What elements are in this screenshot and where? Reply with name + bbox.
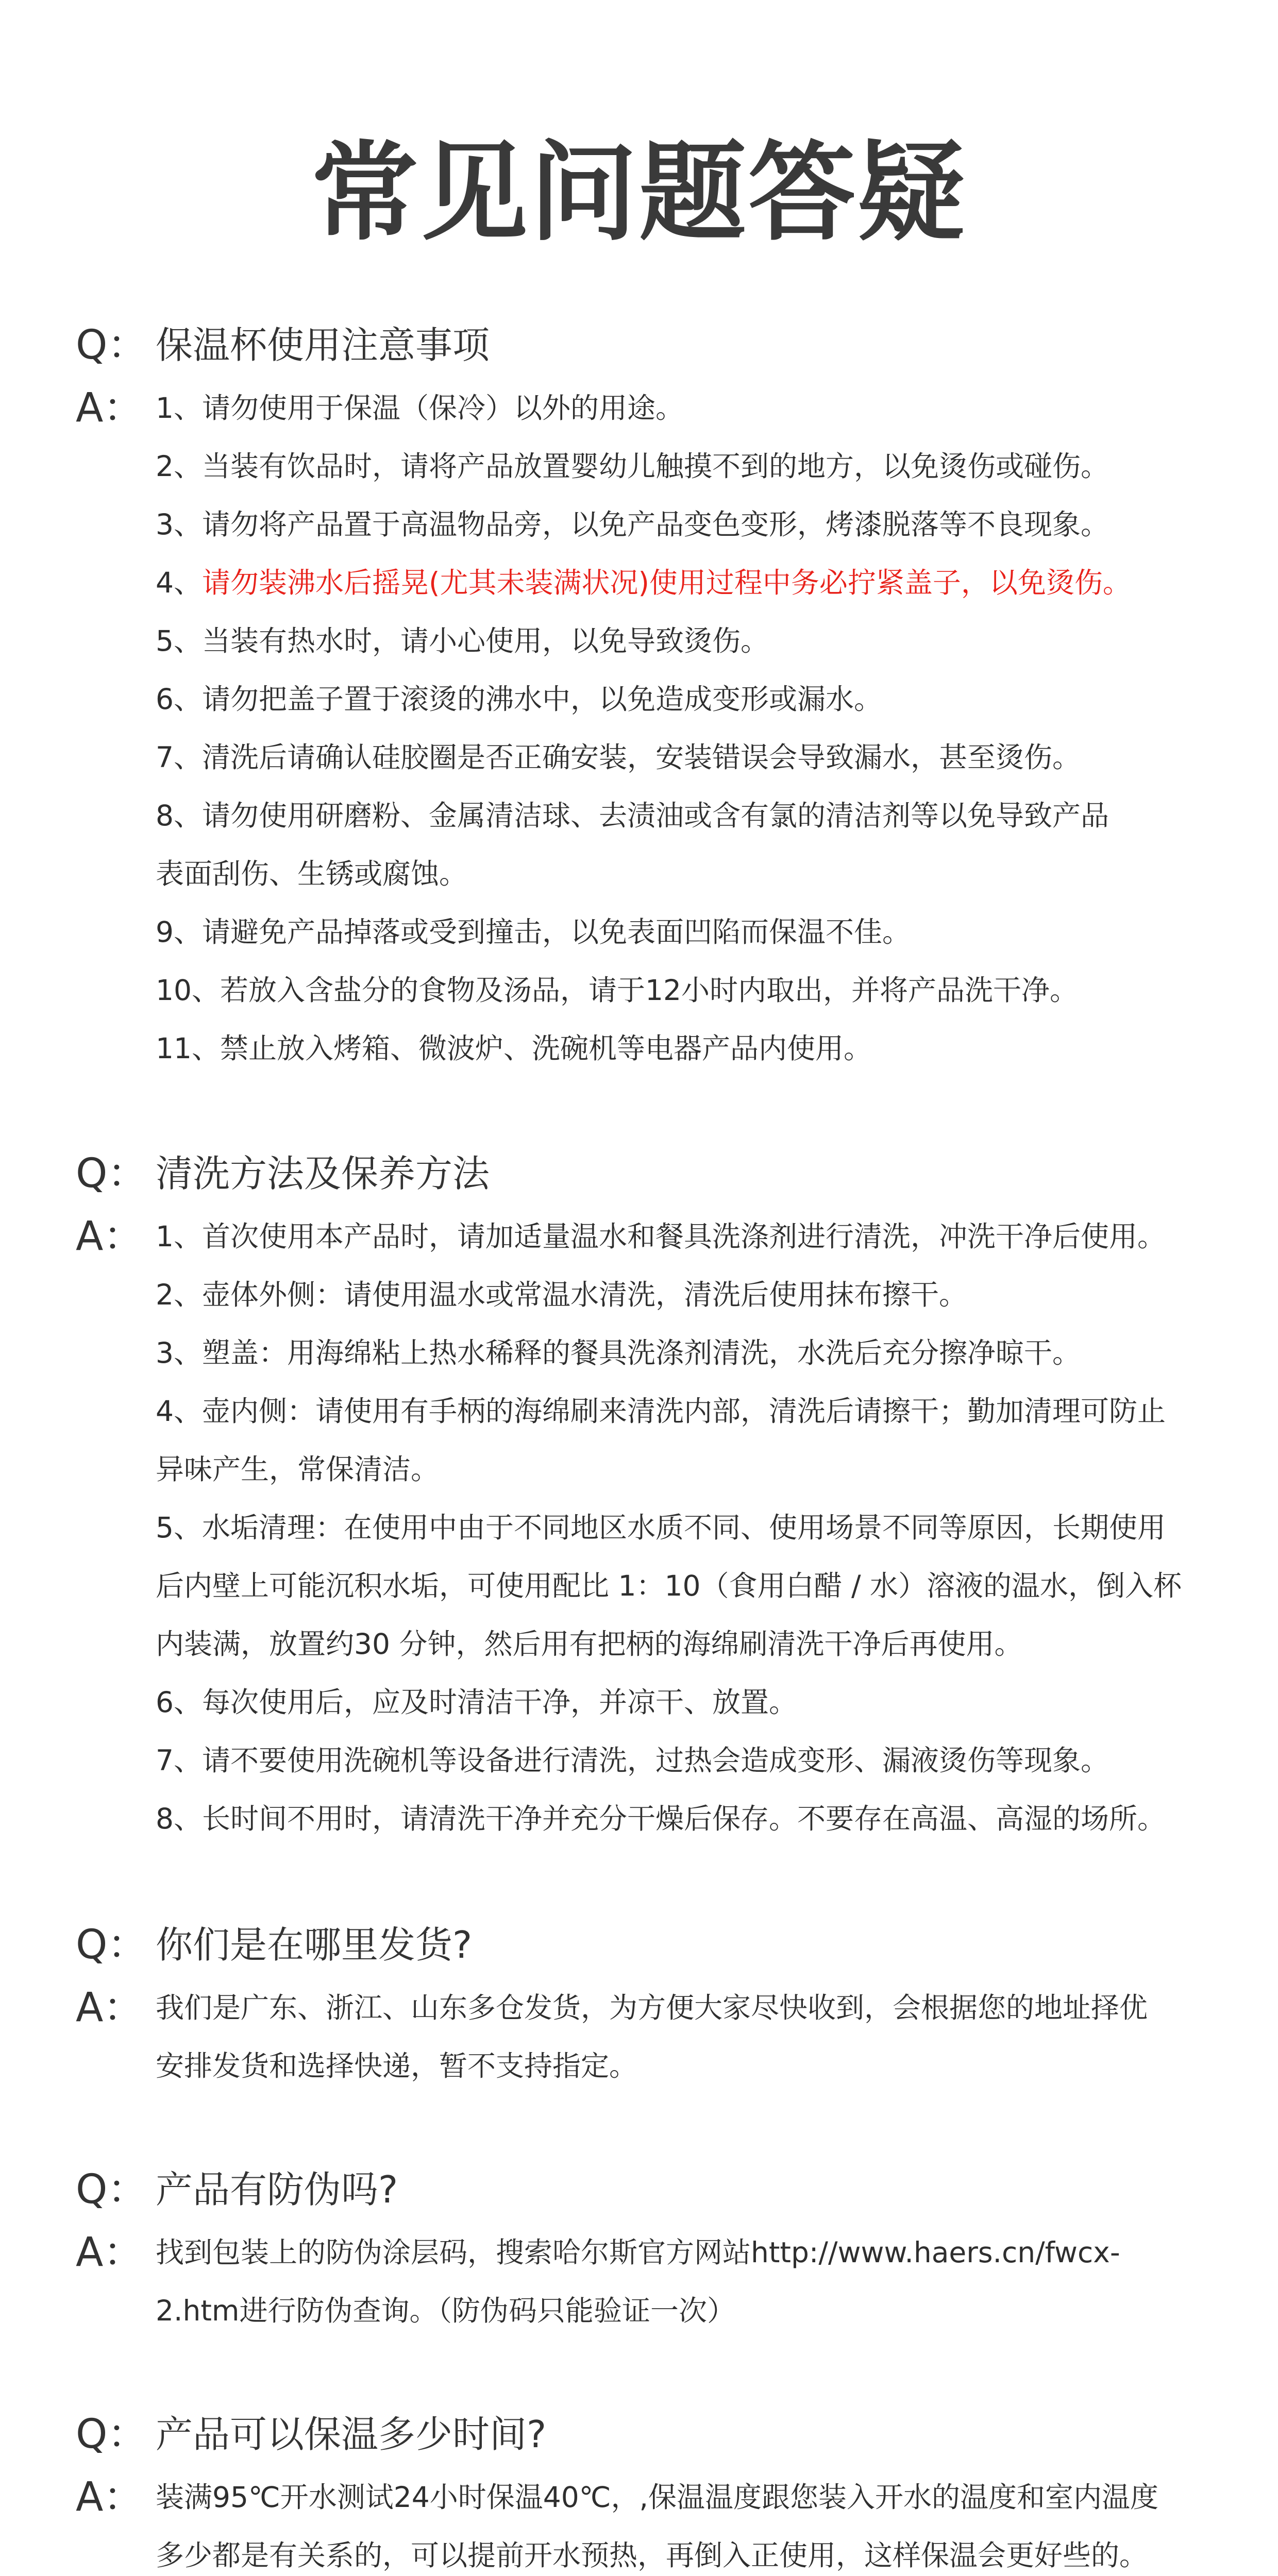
answer-lines: [156, 1208, 1278, 1848]
answer-line: 安排发货和选择快递，暂不支持指定。: [156, 2049, 638, 2082]
answer-marker: A：: [76, 1985, 144, 2031]
answer-line: 10、若放入含盐分的食物及汤品，请于12小时内取出，并将产品洗干净。: [156, 974, 1078, 1007]
answer-line: 3、塑盖：用海绵粘上热水稀释的餐具洗涤剂清洗，水洗后充分擦净晾干。: [156, 1336, 1081, 1369]
question-marker: Q：: [76, 322, 148, 368]
question-marker: Q：: [76, 2411, 148, 2458]
answer-block: [76, 379, 1209, 1078]
answer-lines: [156, 2224, 1278, 2340]
answer-line: 11、禁止放入烤箱、微波炉、洗碗机等电器产品内使用。: [156, 1032, 872, 1065]
answer-line: 9、请避免产品掉落或受到撞击，以免表面凹陷而保温不佳。: [156, 916, 911, 948]
answer-line: 内装满，放置约30 分钟，然后用有把柄的海绵刷清洗干净后再使用。: [156, 1628, 1023, 1660]
answer-marker: A：: [76, 2474, 144, 2520]
faq-section-anti-counterfeit: [76, 2159, 1209, 2340]
answer-block: [76, 1979, 1209, 2095]
answer-line: 表面刮伤、生锈或腐蚀。: [156, 857, 468, 890]
warning-text: 请勿装沸水后摇晃(尤其未装满状况)使用过程中务必拧紧盖子，以免烫伤。: [202, 566, 1131, 599]
page-title: 常见问题答疑: [311, 131, 967, 256]
question-row: [76, 1143, 1209, 1205]
answer-line: 7、清洗后请确认硅胶圈是否正确安装，安装错误会导致漏水，甚至烫伤。: [156, 741, 1081, 774]
answer-lines: [156, 1979, 1278, 2095]
question-text: 清洗方法及保养方法: [156, 1152, 490, 1195]
answer-line: 异味产生，常保清洁。: [156, 1453, 440, 1486]
answer-line: 6、请勿把盖子置于滚烫的沸水中，以免造成变形或漏水。: [156, 683, 882, 716]
faq-section-shipping: [76, 1914, 1209, 2095]
answer-line: 2、壶体外侧：请使用温水或常温水清洗，清洗后使用抹布擦干。: [156, 1278, 967, 1311]
answer-line: 4、壶内侧：请使用有手柄的海绵刷来清洗内部，清洗后请擦干；勤加清理可防止: [156, 1395, 1166, 1428]
answer-line: 找到包装上的防伪涂层码，搜索哈尔斯官方网站http://www.haers.cn/fwcx-: [156, 2236, 1120, 2269]
question-marker: Q：: [76, 1150, 148, 1197]
answer-block: [76, 2468, 1209, 2576]
answer-line: 5、当装有热水时，请小心使用，以免导致烫伤。: [156, 624, 769, 657]
answer-line: 2、当装有饮品时，请将产品放置婴幼儿触摸不到的地方，以免烫伤或碰伤。: [156, 450, 1109, 483]
answer-block: [76, 2224, 1209, 2340]
answer-line: 1、首次使用本产品时，请加适量温水和餐具洗涤剂进行清洗，冲洗干净后使用。: [156, 1220, 1166, 1253]
question-text: 你们是在哪里发货?: [156, 1923, 473, 1967]
question-text: 产品可以保温多少时间?: [156, 2413, 547, 2456]
faq-section-insulation-time: [76, 2403, 1209, 2576]
question-text: 保温杯使用注意事项: [156, 324, 490, 367]
answer-line-warning: [156, 554, 1278, 612]
answer-line: 后内壁上可能沉积水垢，可使用配比 1：10（食用白醋 / 水）溶液的温水，倒入杯: [156, 1569, 1182, 1602]
answer-marker: A：: [76, 2229, 144, 2276]
question-row: [76, 1914, 1209, 1976]
answer-line: 8、长时间不用时，请清洗干净并充分干燥后保存。不要存在高温、高湿的场所。: [156, 1802, 1166, 1835]
question-row: [76, 2403, 1209, 2465]
answer-line: 3、请勿将产品置于高温物品旁，以免产品变色变形，烤漆脱落等不良现象。: [156, 508, 1109, 541]
question-row: [76, 2159, 1209, 2221]
answer-line: 5、水垢清理：在使用中由于不同地区水质不同、使用场景不同等原因，长期使用: [156, 1511, 1166, 1544]
answer-line: 1、请勿使用于保温（保冷）以外的用途。: [156, 392, 684, 425]
warning-number: 4、: [156, 566, 202, 599]
answer-lines: [156, 2468, 1278, 2576]
answer-line: 装满95℃开水测试24小时保温40℃，,保温温度跟您装入开水的温度和室内温度: [156, 2481, 1158, 2514]
answer-line: 6、每次使用后，应及时清洁干净，并凉干、放置。: [156, 1686, 797, 1719]
answer-lines: [156, 379, 1278, 1078]
answer-line: 2.htm进行防伪查询。（防伪码只能验证一次）: [156, 2294, 735, 2327]
answer-block: [76, 1208, 1209, 1848]
answer-line: 8、请勿使用研磨粉、金属清洁球、去渍油或含有氯的清洁剂等以免导致产品: [156, 799, 1109, 832]
question-marker: Q：: [76, 2166, 148, 2213]
question-row: [76, 314, 1209, 376]
answer-marker: A：: [76, 1213, 144, 1260]
question-text: 产品有防伪吗?: [156, 2168, 398, 2211]
answer-line: 我们是广东、浙江、山东多仓发货，为方便大家尽快收到，会根据您的地址择优: [156, 1991, 1148, 2024]
answer-line: 7、请不要使用洗碗机等设备进行清洗，过热会造成变形、漏液烫伤等现象。: [156, 1744, 1109, 1777]
question-marker: Q：: [76, 1922, 148, 1968]
answer-marker: A：: [76, 385, 144, 431]
faq-section-cleaning: [76, 1143, 1209, 1848]
answer-line: 多少都是有关系的，可以提前开水预热，再倒入正使用，这样保温会更好些的。: [156, 2539, 1148, 2572]
faq-section-usage-notes: [76, 314, 1209, 1078]
